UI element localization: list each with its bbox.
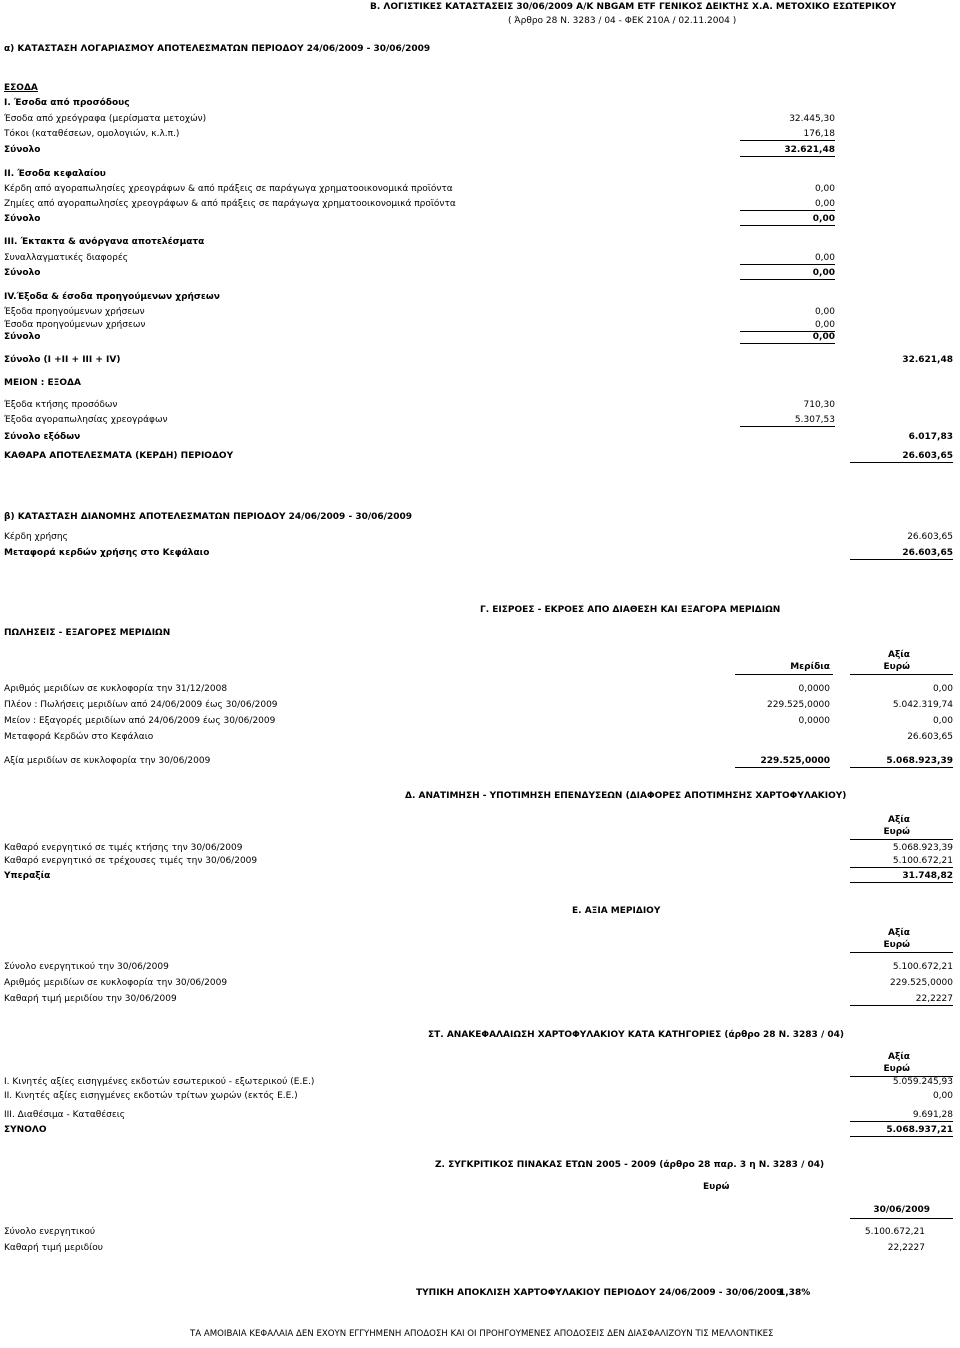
- z-row-label: Καθαρή τιμή μεριδίου: [4, 1243, 103, 1253]
- expense-total-value: 6.017,83: [908, 432, 953, 442]
- e-col-rule: [850, 952, 953, 953]
- st-total-value: 5.068.937,21: [850, 1125, 953, 1137]
- g-row-label: Μείον : Εξαγορές μεριδίων από 24/06/2009 έως 30/06/2009: [4, 716, 276, 726]
- iv-row-value: 0,00: [740, 320, 835, 332]
- e-row-label: Καθαρή τιμή μεριδίου την 30/06/2009: [4, 994, 177, 1004]
- grand-total-label: Σύνολο (Ι +ΙΙ + ΙΙΙ + IV): [4, 355, 121, 365]
- e-row-value: 229.525,0000: [890, 978, 953, 988]
- i-row-value: 176,18: [740, 129, 835, 141]
- iii-row-label: Συναλλαγματικές διαφορές: [4, 253, 128, 263]
- d-row-label: Καθαρό ενεργητικό σε τρέχουσες τιμές την 30/06/2009: [4, 856, 258, 866]
- g-col-value-2: Ευρώ: [883, 662, 910, 672]
- document-title: Β. ΛΟΓΙΣΤΙΚΕΣ ΚΑΤΑΣΤΑΣΕΙΣ 30/06/2009 Α/Κ NBGAM ETF ΓΕΝΙΚΟΣ ΔΕΙΚΤΗΣ Χ.Α. ΜΕΤΟΧΙΚΟ ΕΣΩΤΕΡΙΚΟΥ: [370, 2, 897, 12]
- st-row-value: 9.691,28: [850, 1110, 953, 1122]
- ii-row-label: Κέρδη από αγοραπωλησίες χρεογράφων & από πράξεις σε παράγωγα χρηματοοικονομικά προϊόντα: [4, 184, 453, 194]
- footer-disclaimer: ΤΑ ΑΜΟΙΒΑΙΑ ΚΕΦΑΛΑΙΑ ΔΕΝ ΕΧΟΥΝ ΕΓΓΥΗΜΕΝΗ ΑΠΟΔΟΣΗ ΚΑΙ ΟΙ ΠΡΟΗΓΟΥΜΕΝΕΣ ΑΠΟΔΟΣΕΙΣ ΔΕΝ ΔΙΑΣΦΑΛΙΖΟΥΝ ΤΙΣ ΜΕΛΛΟΝΤΙΚΕΣ: [190, 1329, 774, 1339]
- g-total-units: 229.525,0000: [735, 756, 830, 768]
- b-total-value: 26.603,65: [850, 548, 953, 560]
- section-z-title: Ζ. ΣΥΓΚΡΙΤΙΚΟΣ ΠΙΝΑΚΑΣ ΕΤΩΝ 2005 - 2009 (άρθρο 28 παρ. 3 η Ν. 3283 / 04): [435, 1160, 825, 1170]
- d-row-label: Καθαρό ενεργητικό σε τιμές κτήσης την 30/06/2009: [4, 843, 243, 853]
- minus-expenses-heading: ΜΕΙΟΝ : ΕΞΟΔΑ: [4, 378, 81, 388]
- i-row-label: Τόκοι (καταθέσεων, ομολογιών, κ.λ.π.): [4, 129, 180, 139]
- st-row-value: 0,00: [932, 1091, 953, 1101]
- section-ii-title: ΙΙ. Έσοδα κεφαλαίου: [4, 169, 106, 179]
- g-total-value: 5.068.923,39: [850, 756, 953, 768]
- section-d-title: Δ. ΑΝΑΤΙΜΗΣΗ - ΥΠΟΤΙΜΗΣΗ ΕΠΕΝΔΥΣΕΩΝ (ΔΙΑΦΟΡΕΣ ΑΠΟΤΙΜΗΣΗΣ ΧΑΡΤΟΦΥΛΑΚΙΟΥ): [405, 791, 847, 801]
- iv-row-value: 0,00: [814, 307, 835, 317]
- g-row-units: 0,0000: [798, 684, 830, 694]
- ii-row-value: 0,00: [740, 199, 835, 211]
- section-iv-title: IV.Έξοδα & έσοδα προηγούμενων χρήσεων: [4, 292, 220, 302]
- z-currency: Ευρώ: [703, 1182, 730, 1192]
- d-col-value-2: Ευρώ: [883, 827, 910, 837]
- g-row-label: Πλέον : Πωλήσεις μεριδίων από 24/06/2009 έως 30/06/2009: [4, 700, 278, 710]
- st-row-value: 5.059.245,93: [892, 1077, 953, 1087]
- net-result-value: 26.603,65: [850, 451, 953, 463]
- e-col-value-2: Ευρώ: [883, 940, 910, 950]
- e-row-value: 22,2227: [850, 994, 953, 1006]
- expense-total-label: Σύνολο εξόδων: [4, 432, 81, 442]
- iv-total-value: 0,00: [740, 332, 835, 344]
- st-col-value-2: Ευρώ: [883, 1064, 910, 1074]
- b-row-label: Κέρδη χρήσης: [4, 532, 68, 542]
- g-row-label: Μεταφορά Κερδών στο Κεφάλαιο: [4, 732, 154, 742]
- i-total-label: Σύνολο: [4, 145, 41, 155]
- income-heading: ΕΣΟΔΑ: [4, 83, 38, 93]
- st-row-label: Ι. Κινητές αξίες εισηγμένες εκδοτών εσωτερικού - εξωτερικού (Ε.Ε.): [4, 1077, 315, 1087]
- z-row-value: 22,2227: [887, 1243, 925, 1253]
- section-e-title: Ε. ΑΞΙΑ ΜΕΡΙΔΙΟΥ: [572, 906, 661, 916]
- iii-total-value: 0,00: [740, 268, 835, 280]
- ii-total-value: 0,00: [740, 214, 835, 226]
- b-total-label: Μεταφορά κερδών χρήσης στο Κεφάλαιο: [4, 548, 210, 558]
- section-iii-title: ΙΙΙ. Έκτακτα & ανόργανα αποτελέσματα: [4, 237, 205, 247]
- section-i-title: Ι. Έσοδα από προσόδους: [4, 98, 130, 108]
- grand-total-value: 32.621,48: [902, 355, 953, 365]
- d-total-value: 31.748,82: [850, 871, 953, 883]
- d-row-value: 5.068.923,39: [892, 843, 953, 853]
- g-row-units: 0,0000: [798, 716, 830, 726]
- g-row-value: 0,00: [932, 716, 953, 726]
- e-row-value: 5.100.672,21: [892, 962, 953, 972]
- iii-row-value: 0,00: [740, 253, 835, 265]
- z-row-label: Σύνολο ενεργητικού: [4, 1227, 96, 1237]
- expense-row-label: Έξοδα κτήσης προσόδων: [4, 400, 118, 410]
- b-row-value: 26.603,65: [907, 532, 953, 542]
- g-col-units-rule: [735, 674, 833, 675]
- z-col-date: 30/06/2009: [873, 1205, 930, 1215]
- iv-row-label: Έξοδα προηγούμενων χρήσεων: [4, 307, 145, 317]
- st-col-value-1: Αξία: [888, 1052, 910, 1062]
- net-result-label: ΚΑΘΑΡΑ ΑΠΟΤΕΛΕΣΜΑΤΑ (ΚΕΡΔΗ) ΠΕΡΙΟΔΟΥ: [4, 451, 234, 461]
- section-b-title: β) ΚΑΤΑΣΤΑΣΗ ΔΙΑΝΟΜΗΣ ΑΠΟΤΕΛΕΣΜΑΤΩΝ ΠΕΡΙΟΔΟΥ 24/06/2009 - 30/06/2009: [4, 512, 412, 522]
- i-row-value: 32.445,30: [789, 114, 835, 124]
- expense-row-label: Έξοδα αγοραπωλησίας χρεογράφων: [4, 415, 168, 425]
- e-row-label: Αριθμός μεριδίων σε κυκλοφορία την 30/06/2009: [4, 978, 228, 988]
- ii-row-value: 0,00: [814, 184, 835, 194]
- g-row-value: 26.603,65: [907, 732, 953, 742]
- section-g-title: Γ. ΕΙΣΡΟΕΣ - ΕΚΡΟΕΣ ΑΠΟ ΔΙΑΘΕΣΗ ΚΑΙ ΕΞΑΓΟΡΑ ΜΕΡΙΔΙΩΝ: [480, 605, 781, 615]
- iv-row-label: Έσοδα προηγούμενων χρήσεων: [4, 320, 146, 330]
- expense-row-value: 5.307,53: [740, 415, 835, 427]
- g-row-value: 0,00: [932, 684, 953, 694]
- i-total-value: 32.621,48: [740, 145, 835, 157]
- d-col-rule: [850, 839, 953, 840]
- document-subtitle: ( Άρθρο 28 Ν. 3283 / 04 - ΦΕΚ 210Α / 02.11.2004 ): [508, 16, 737, 26]
- std-deviation-label: ΤΥΠΙΚΗ ΑΠΟΚΛΙΣΗ ΧΑΡΤΟΦΥΛΑΚΙΟΥ ΠΕΡΙΟΔΟΥ 24/06/2009 - 30/06/2009: [416, 1288, 783, 1298]
- expense-row-value: 710,30: [803, 400, 835, 410]
- g-col-units: Μερίδια: [790, 662, 830, 672]
- z-row-value: 5.100.672,21: [864, 1227, 925, 1237]
- g-col-value-rule: [850, 674, 953, 675]
- iii-total-label: Σύνολο: [4, 268, 41, 278]
- d-col-value-1: Αξία: [888, 815, 910, 825]
- d-total-label: Υπεραξία: [4, 871, 51, 881]
- section-a-title: α) ΚΑΤΑΣΤΑΣΗ ΛΟΓΑΡΙΑΣΜΟΥ ΑΠΟΤΕΛΕΣΜΑΤΩΝ ΠΕΡΙΟΔΟΥ 24/06/2009 - 30/06/2009: [4, 44, 431, 54]
- d-row-value: 5.100.672,21: [850, 856, 953, 868]
- g-total-label: Αξία μεριδίων σε κυκλοφορία την 30/06/2009: [4, 756, 211, 766]
- std-deviation-value: 1,38%: [779, 1288, 811, 1298]
- g-row-label: Αριθμός μεριδίων σε κυκλοφορία την 31/12/2008: [4, 684, 228, 694]
- st-total-label: ΣΥΝΟΛΟ: [4, 1125, 47, 1135]
- i-row-label: Έσοδα από χρεόγραφα (μερίσματα μετοχών): [4, 114, 207, 124]
- st-row-label: ΙΙΙ. Διαθέσιμα - Καταθέσεις: [4, 1110, 126, 1120]
- z-col-rule: [850, 1218, 953, 1219]
- g-row-units: 229.525,0000: [767, 700, 830, 710]
- e-col-value-1: Αξία: [888, 928, 910, 938]
- ii-row-label: Ζημίες από αγοραπωλησίες χρεογράφων & από πράξεις σε παράγωγα χρηματοοικονομικά προϊόντα: [4, 199, 456, 209]
- section-st-title: ΣΤ. ΑΝΑΚΕΦΑΛΑΙΩΣΗ ΧΑΡΤΟΦΥΛΑΚΙΟΥ ΚΑΤΑ ΚΑΤΗΓΟΡΙΕΣ (άρθρο 28 Ν. 3283 / 04): [428, 1030, 845, 1040]
- e-row-label: Σύνολο ενεργητικού την 30/06/2009: [4, 962, 169, 972]
- ii-total-label: Σύνολο: [4, 214, 41, 224]
- g-row-value: 5.042.319,74: [892, 700, 953, 710]
- iv-total-label: Σύνολο: [4, 332, 41, 342]
- section-g-subtitle: ΠΩΛΗΣΕΙΣ - ΕΞΑΓΟΡΕΣ ΜΕΡΙΔΙΩΝ: [4, 628, 171, 638]
- g-col-value-1: Αξία: [888, 650, 910, 660]
- st-row-label: ΙΙ. Κινητές αξίες εισηγμένες εκδοτών τρίτων χωρών (εκτός Ε.Ε.): [4, 1091, 298, 1101]
